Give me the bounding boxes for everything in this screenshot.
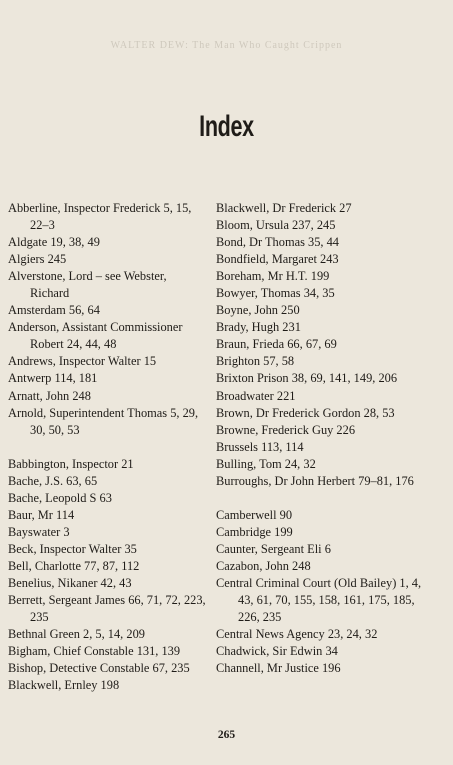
index-entry: Andrews, Inspector Walter 15 xyxy=(8,354,157,369)
index-entry: Beck, Inspector Walter 35 xyxy=(8,541,137,556)
index-entry: Babbington, Inspector 21 xyxy=(8,456,134,471)
index-entry: Arnatt, John 248 xyxy=(8,388,91,403)
letter-group-gap xyxy=(216,490,434,507)
index-entry: Anderson, Assistant Commissioner Robert 24, 44, 48 xyxy=(8,320,183,352)
index-entry: Bigham, Chief Constable 131, 139 xyxy=(8,644,181,659)
index-entry: Bethnal Green 2, 5, 14, 209 xyxy=(8,627,145,642)
index-entry: Aldgate 19, 38, 49 xyxy=(8,235,100,250)
index-entry: Arnold, Superintendent Thomas 5, 29, 30, 50, 53 xyxy=(8,405,199,437)
page-title: Index xyxy=(199,110,254,143)
index-entry: Benelius, Nikaner 42, 43 xyxy=(8,575,132,590)
index-entry: Brussels 113, 114 xyxy=(216,439,304,454)
index-entry: Bache, Leopold S 63 xyxy=(8,490,112,505)
index-entry: Bloom, Ursula 237, 245 xyxy=(216,218,336,233)
index-entry: Central News Agency 23, 24, 32 xyxy=(216,627,378,642)
index-entry: Brixton Prison 38, 69, 141, 149, 206 xyxy=(216,371,398,386)
letter-group-gap xyxy=(8,439,208,456)
index-entry: Broadwater 221 xyxy=(216,388,296,403)
index-entry: Bache, J.S. 63, 65 xyxy=(8,473,98,488)
index-entry: Blackwell, Ernley 198 xyxy=(8,678,120,693)
index-entry: Browne, Frederick Guy 226 xyxy=(216,422,356,437)
index-entry: Channell, Mr Justice 196 xyxy=(216,661,341,676)
index-entry: Berrett, Sergeant James 66, 71, 72, 223, 235 xyxy=(8,593,206,625)
index-entry: Amsterdam 56, 64 xyxy=(8,303,100,318)
index-column-right xyxy=(216,200,434,677)
index-entry: Caunter, Sergeant Eli 6 xyxy=(216,541,331,556)
index-entry: Braun, Frieda 66, 67, 69 xyxy=(216,337,337,352)
index-entry: Burroughs, Dr John Herbert 79–81, 176 xyxy=(216,473,414,488)
index-entry: Alverstone, Lord – see Webster, Richard xyxy=(8,269,167,301)
index-entry: Cambridge 199 xyxy=(216,524,293,539)
index-entry: Bond, Dr Thomas 35, 44 xyxy=(216,235,339,250)
index-entry: Chadwick, Sir Edwin 34 xyxy=(216,644,338,659)
index-entry: Brighton 57, 58 xyxy=(216,354,295,369)
index-entry: Bayswater 3 xyxy=(8,524,70,539)
index-entry: Boreham, Mr H.T. 199 xyxy=(216,269,330,284)
index-entry: Antwerp 114, 181 xyxy=(8,371,98,386)
index-entry: Brady, Hugh 231 xyxy=(216,320,301,335)
index-column-left xyxy=(8,200,208,694)
index-entry: Bishop, Detective Constable 67, 235 xyxy=(8,661,190,676)
index-entry: Bell, Charlotte 77, 87, 112 xyxy=(8,558,140,573)
index-entry: Brown, Dr Frederick Gordon 28, 53 xyxy=(216,405,395,420)
index-entry: Boyne, John 250 xyxy=(216,303,300,318)
index-entry: Bulling, Tom 24, 32 xyxy=(216,456,316,471)
index-entry: Baur, Mr 114 xyxy=(8,507,75,522)
bleed-through-header: WALTER DEW: The Man Who Caught Crippen xyxy=(110,40,343,51)
index-entry: Central Criminal Court (Old Bailey) 1, 4, 43, 61, 70, 155, 158, 161, 175, 185, 226, 235 xyxy=(216,575,422,625)
index-entry: Algiers 245 xyxy=(8,252,67,267)
index-entry: Camberwell 90 xyxy=(216,507,293,522)
index-entry: Blackwell, Dr Frederick 27 xyxy=(216,201,352,215)
index-entry: Bowyer, Thomas 34, 35 xyxy=(216,286,335,301)
index-entry: Cazabon, John 248 xyxy=(216,558,311,573)
page-number: 265 xyxy=(217,729,236,741)
index-entry: Abberline, Inspector Frederick 5, 15, 22–3 xyxy=(8,201,192,233)
index-entry: Bondfield, Margaret 243 xyxy=(216,252,339,267)
